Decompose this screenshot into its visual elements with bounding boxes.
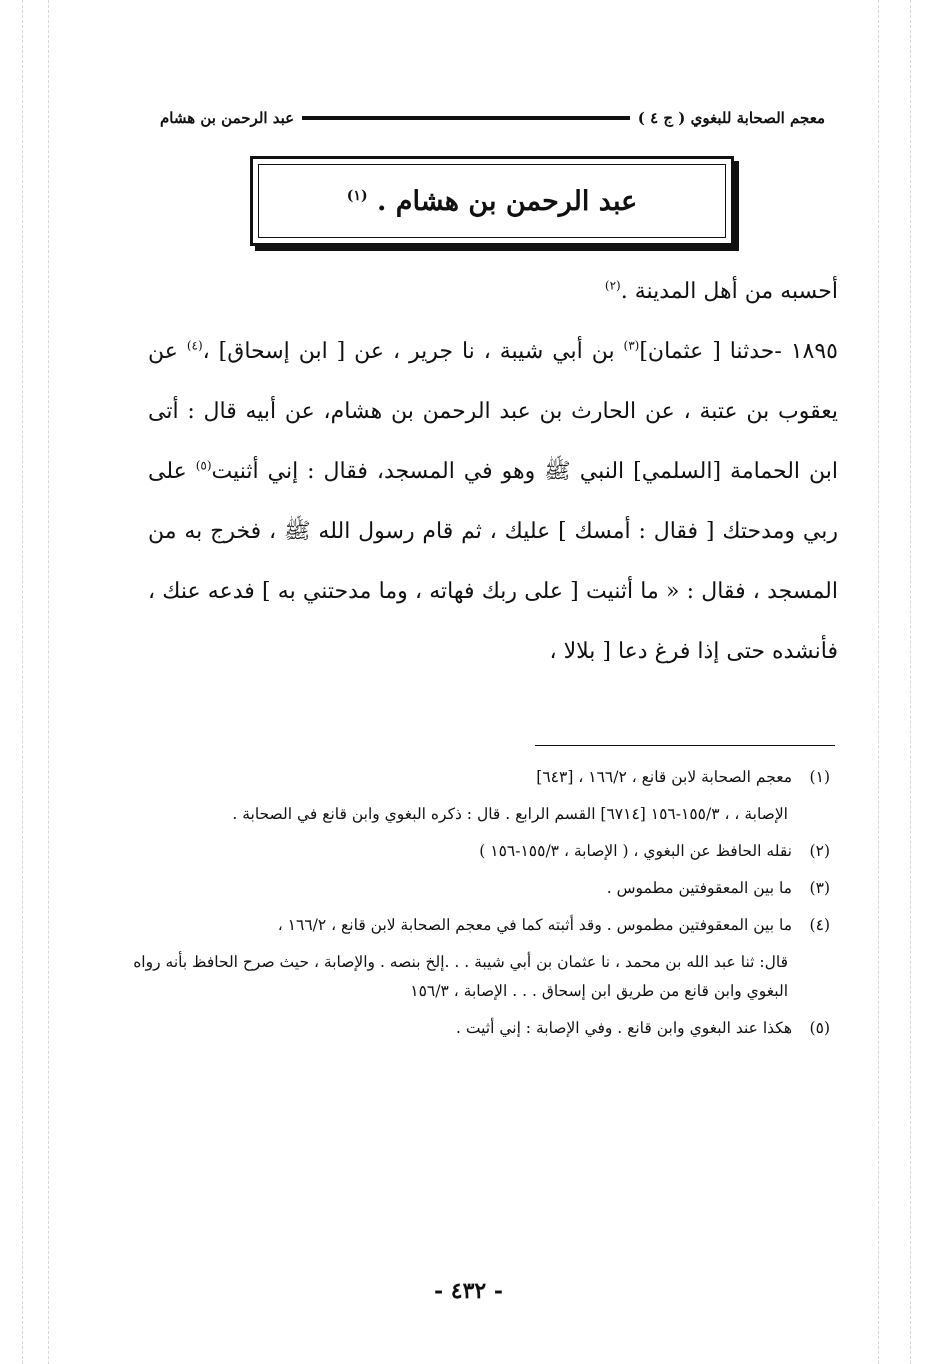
- footnote: [100, 763, 830, 792]
- footnotes: [100, 763, 830, 1051]
- footnote-continuation: [100, 800, 830, 829]
- footnote-number: (٣): [809, 879, 830, 897]
- footnote-ref: (٥): [195, 458, 212, 473]
- footnote-continuation: [100, 948, 830, 1006]
- page-number: - ٤٣٢ -: [433, 1278, 504, 1304]
- hadith-text: على ربي ومدحتك [ فقال : أمسك ] عليك ، ثم قام رسول الله ﷺ ، فخرج به من المسجد ، فقال : « ما أثنيت [ على ربك فهاته ، وما مدحتني به ] فدعه عنك ، فأنشده حتى إذا فرغ دعا [ بلالا ،: [148, 459, 838, 664]
- footnote-text: ما بين المعقوفتين مطموس . وقد أثبته كما في معجم الصحابة لابن قانع ، ١٦٦/٢ ،: [277, 916, 792, 934]
- running-header: [160, 104, 825, 132]
- footnote-text: ما بين المعقوفتين مطموس .: [606, 879, 792, 897]
- footnote: [100, 837, 830, 866]
- scan-dotted-line: [910, 0, 911, 1364]
- header-rule: [302, 116, 630, 120]
- entry-title-text: عبد الرحمن بن هشام .: [376, 185, 638, 217]
- footnote-ref: (٣): [623, 338, 640, 353]
- hadith-paragraph: [148, 322, 838, 682]
- footnote-number: (١): [809, 768, 830, 786]
- hadith-text: ١٨٩٥ -حدثنا [ عثمان]: [639, 339, 838, 364]
- footnote: [100, 911, 830, 940]
- footnote-separator: [535, 745, 835, 746]
- footnote-number: (٥): [809, 1019, 830, 1037]
- intro-paragraph: [148, 262, 838, 322]
- scan-dotted-line: [878, 0, 879, 1364]
- hadith-text: عن يعقوب بن عتبة ، عن الحارث بن عبد الرحمن بن هشام، عن أبيه قال : أتى ابن الحمامة [السلمي] النبي ﷺ وهو في المسجد، فقال : إني أثنيت: [148, 339, 838, 484]
- footnote-text: معجم الصحابة لابن قانع ، ١٦٦/٢ ، [٦٤٣]: [536, 768, 792, 786]
- entry-title-box: [250, 156, 734, 246]
- entry-title: [347, 186, 637, 217]
- scan-dotted-line: [48, 0, 49, 1364]
- intro-text: أحسبه من أهل المدينة .: [620, 279, 838, 304]
- footnote-ref: (٢): [604, 278, 621, 293]
- footnote-ref: (١): [346, 187, 368, 204]
- footnote-ref: (٤): [186, 338, 203, 353]
- footnote-text: الإصابة ، ، ١٥٥/٣-١٥٦ [٦٧١٤] القسم الرابع . قال : ذكره البغوي وابن قانع في الصحابة .: [232, 805, 788, 823]
- header-entry-title: عبد الرحمن بن هشام: [160, 109, 295, 127]
- footnote-number: (٢): [809, 842, 830, 860]
- scan-dotted-line: [22, 0, 23, 1364]
- footnote: [100, 1014, 830, 1043]
- footnote-number: (٤): [809, 916, 830, 934]
- footnote-text: هكذا عند البغوي وابن قانع . وفي الإصابة : إني أثيت .: [456, 1019, 792, 1037]
- header-book-title: معجم الصحابة للبغوي ( ج ٤ ): [637, 109, 825, 127]
- footnote-text: قال: ثنا عبد الله بن محمد ، نا عثمان بن أبي شيبة . . .إلخ بنصه . والإصابة ، حيث صرح الحافظ بأنه رواه البغوي وابن قانع من طريق ابن إسحاق . . . الإصابة ، ١٥٦/٣: [133, 953, 788, 1000]
- footnote-text: نقله الحافظ عن البغوي ، ( الإصابة ، ١٥٥/٣-١٥٦ ): [479, 842, 792, 860]
- hadith-text: بن أبي شيبة ، نا جرير ، عن [ ابن إسحاق] ،: [202, 339, 624, 364]
- main-text: [148, 262, 838, 682]
- footnote: [100, 874, 830, 903]
